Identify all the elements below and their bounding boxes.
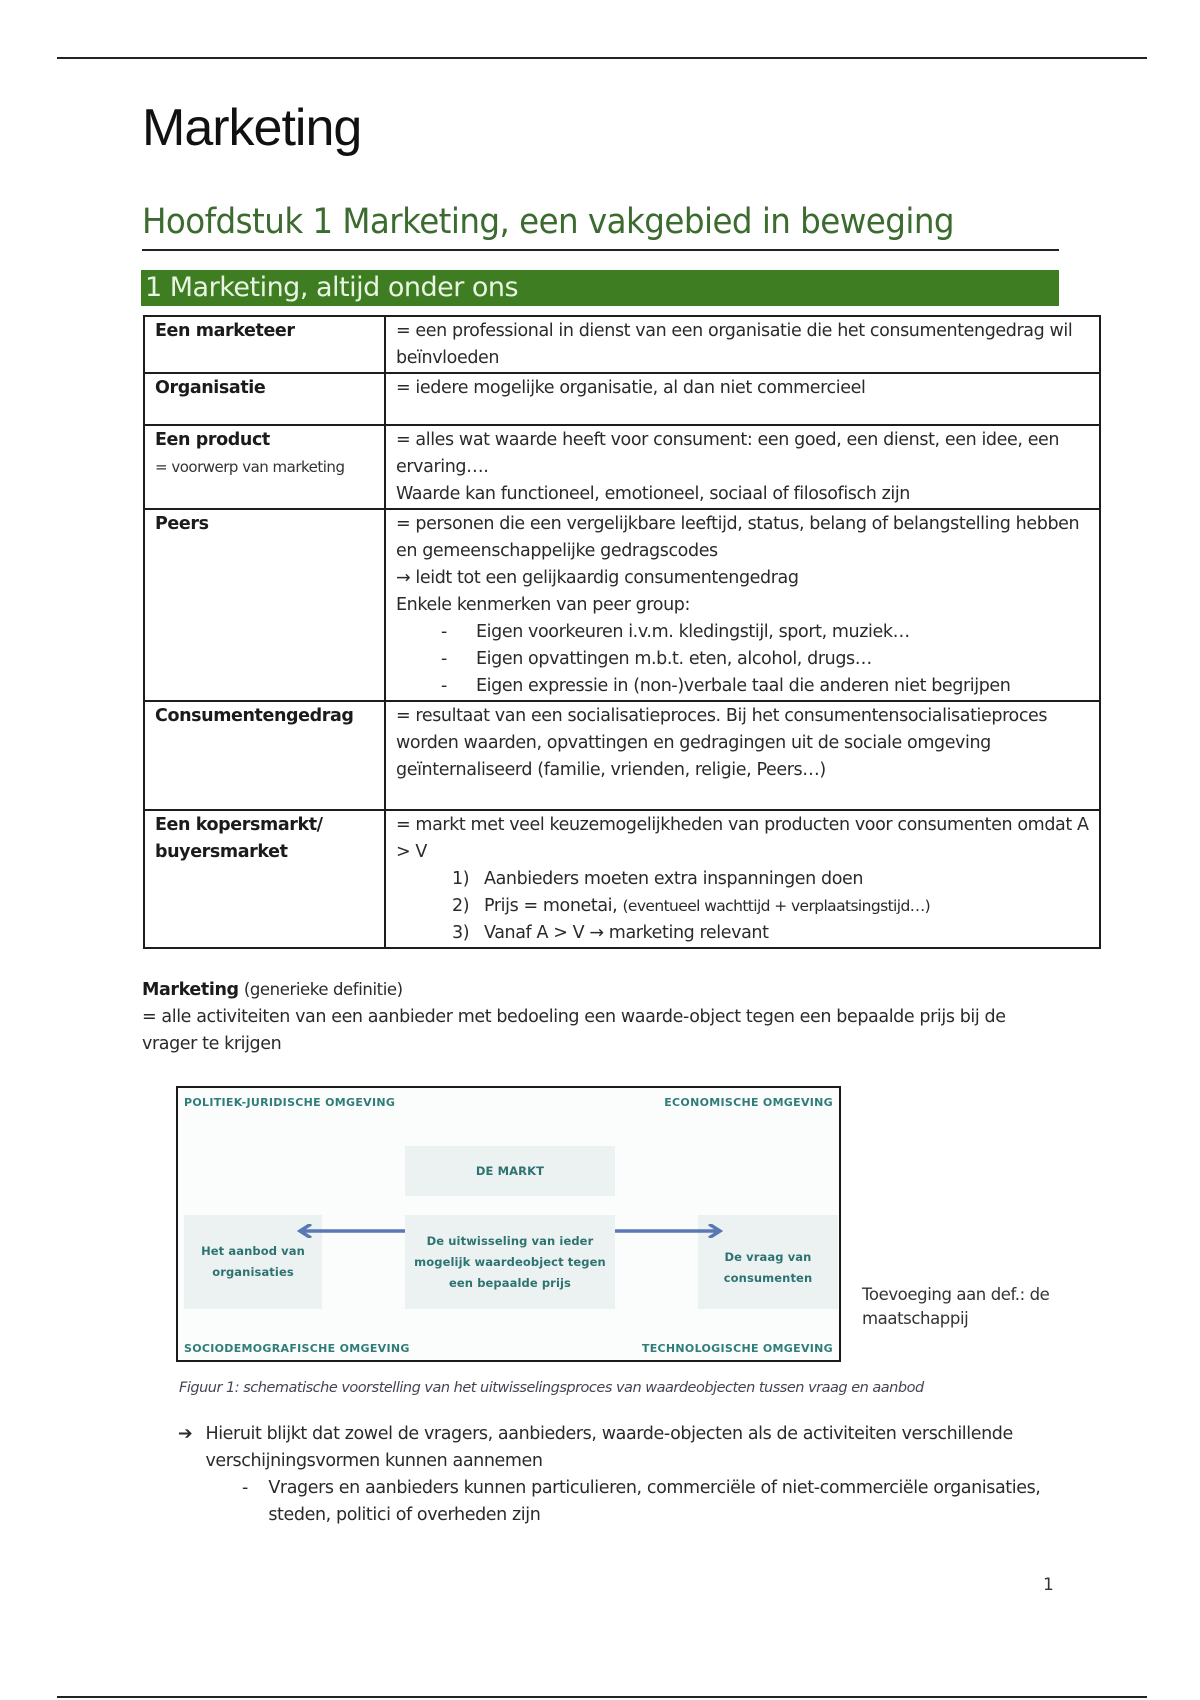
definition-text: = alle activiteiten van een aanbieder met bedoeling een waarde-object tegen een bepaalde prijs bij de vrager te krijgen (142, 1007, 1006, 1054)
term-cell (144, 810, 385, 948)
env-label-sociodemographic: SOCIODEMOGRAFISCHE OMGEVING (184, 1342, 410, 1355)
definitions-table (143, 315, 1101, 949)
bullet-item: - Eigen expressie in (non-)verbale taal die anderen niet begrijpen (396, 673, 1089, 700)
env-label-economic: ECONOMISCHE OMGEVING (664, 1096, 833, 1109)
term-cell (144, 701, 385, 810)
numbered-item: 1) Aanbieders moeten extra inspanningen doen (452, 869, 864, 889)
definition-text: → leidt tot een gelijkaardig consumentengedrag (396, 568, 799, 588)
table-row (144, 425, 1100, 509)
term: Consumentengedrag (155, 706, 354, 726)
definition-text: = resultaat van een socialisatieproces. Bij het consumentensocialisatieproces worden waarden, opvattingen en gedragingen uit de sociale omgeving geïnternaliseerd (familie, vrienden, religie, Peers…) (396, 706, 1048, 780)
term-subtitle: = voorwerp van marketing (155, 458, 345, 476)
term: Een kopersmarkt/ buyersmarket (155, 815, 323, 862)
term: Een marketeer (155, 321, 295, 341)
page-number: 1 (1043, 1575, 1054, 1595)
definition-text: Enkele kenmerken van peer group: (396, 595, 690, 615)
term-cell (144, 316, 385, 373)
definition-cell (385, 810, 1100, 948)
table-row (144, 373, 1100, 425)
arrow-left-icon (297, 1224, 405, 1238)
arrow-right-icon (615, 1224, 723, 1238)
conclusion-block (178, 1421, 1058, 1529)
numbered-item: 2) Prijs = monetai, (eventueel wachttijd + verplaatsingstijd…) (452, 896, 931, 916)
table-row (144, 701, 1100, 810)
conclusion-text: Hieruit blijkt dat zowel de vragers, aanbieders, waarde-objecten als de activiteiten verschillende verschijningsvormen kunnen aannemen (205, 1424, 1013, 1471)
arrow-bullet-icon: ➔ (178, 1424, 193, 1444)
marketing-definition (142, 976, 1062, 1058)
env-label-technological: TECHNOLOGISCHE OMGEVING (641, 1342, 833, 1355)
dash-bullet-icon: - (242, 1478, 248, 1498)
chapter-underline (142, 249, 1059, 251)
page-top-rule (57, 57, 1147, 59)
conclusion-item (178, 1421, 1058, 1475)
definition-text: = alles wat waarde heeft voor consument: een goed, een dienst, een idee, een ervaring…. (396, 430, 1060, 477)
demand-box: De vraag van consumenten (698, 1215, 838, 1309)
definition-cell (385, 701, 1100, 810)
exchange-diagram (176, 1086, 841, 1362)
bullet-item: - Eigen opvattingen m.b.t. eten, alcohol, drugs… (396, 646, 1089, 673)
conclusion-subitem: - Vragers en aanbieders kunnen particulieren, commerciële of niet-commerciële organisaties, steden, politici of overheden zijn (178, 1475, 1058, 1529)
definition-text: Waarde kan functioneel, emotioneel, sociaal of filosofisch zijn (396, 484, 910, 504)
definition-cell (385, 509, 1100, 701)
env-label-political: POLITIEK-JURIDISCHE OMGEVING (184, 1096, 396, 1109)
bullet-item: - Eigen voorkeuren i.v.m. kledingstijl, sport, muziek… (396, 619, 1089, 646)
page-bottom-rule (57, 1696, 1147, 1698)
definition-text: = markt met veel keuzemogelijkheden van producten voor consumenten omdat A > V (396, 815, 1089, 862)
term: Organisatie (155, 378, 266, 398)
term: Peers (155, 514, 209, 534)
dash-bullet-icon: - (441, 622, 447, 642)
side-note: Toevoeging aan def.: de maatschappij (862, 1285, 1050, 1328)
supply-box: Het aanbod van organisaties (184, 1215, 322, 1309)
definition-text: = een professional in dienst van een organisatie die het consumentengedrag wil beïnvloeden (396, 321, 1073, 368)
figure-caption: Figuur 1: schematische voorstelling van het uitwisselingsproces van waardeobjecten tussen vraag en aanbod (179, 1380, 924, 1396)
definition-text: = personen die een vergelijkbare leeftijd, status, belang of belangstelling hebben en gemeenschappelijke gedragscodes (396, 514, 1080, 561)
numbered-item: 3) Vanaf A > V → marketing relevant (452, 923, 769, 943)
term-cell (144, 509, 385, 701)
term-cell (144, 425, 385, 509)
exchange-box: De uitwisseling van ieder mogelijk waardeobject tegen een bepaalde prijs (405, 1215, 615, 1309)
definition-text: = iedere mogelijke organisatie, al dan niet commercieel (396, 378, 866, 398)
definition-cell (385, 425, 1100, 509)
page-title: Marketing (142, 99, 362, 157)
market-box: DE MARKT (405, 1146, 615, 1196)
dash-bullet-icon: - (441, 676, 447, 696)
definition-term: Marketing (142, 980, 239, 1000)
dash-bullet-icon: - (441, 649, 447, 669)
section-heading: 1 Marketing, altijd onder ons (141, 270, 1059, 306)
definition-qualifier: (generieke definitie) (243, 980, 403, 999)
table-row (144, 316, 1100, 373)
chapter-heading: Hoofdstuk 1 Marketing, een vakgebied in beweging (142, 202, 955, 242)
table-row (144, 509, 1100, 701)
term-cell (144, 373, 385, 425)
definition-cell (385, 316, 1100, 373)
definition-cell (385, 373, 1100, 425)
term: Een product (155, 430, 270, 450)
table-row (144, 810, 1100, 948)
